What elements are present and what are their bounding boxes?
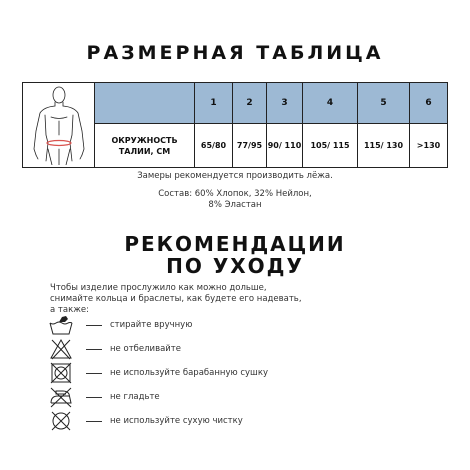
waist-row-label [95,124,195,168]
care-item-text: стирайте вручную [110,320,193,330]
waist-value-1: 65/80 [195,124,233,168]
do-not-tumble-dry-icon [48,362,74,384]
row-label-line1: ОКРУЖНОСТЬ [111,135,178,145]
care-title-line-2: ПО УХОДУ [166,254,304,278]
size-header-5: 5 [358,83,410,124]
care-dash [86,421,102,422]
waist-value-4: 105/ 115 [303,124,358,168]
size-chart-title: РАЗМЕРНАЯ ТАБЛИЦА [86,42,384,64]
waist-value-3: 90/ 110 [267,124,303,168]
waist-value-6: >130 [410,124,448,168]
do-not-dry-clean-icon [48,410,74,432]
care-item-text: не используйте барабанную сушку [110,368,268,378]
care-item-text: не гладьте [110,392,160,402]
size-header-3: 3 [267,83,303,124]
care-dash [86,349,102,350]
size-header-4: 4 [303,83,358,124]
waist-value-2: 77/95 [233,124,267,168]
care-dash [86,325,102,326]
do-not-iron-icon [48,386,74,408]
care-item-no-bleach [48,338,181,360]
composition-line-2: 8% Эластан [208,200,262,210]
care-item-no-tumble-dry [48,362,268,384]
size-table [22,82,448,168]
care-intro-line-2: снимайте кольца и браслеты, как будете его надевать, [50,294,302,304]
care-intro-line-3: а также: [50,305,89,315]
care-item-no-dry-clean [48,410,243,432]
care-title-line-1: РЕКОМЕНДАЦИИ [124,232,346,256]
body-silhouette-icon [24,83,94,165]
care-dash [86,373,102,374]
row-label-line2: ТАЛИИ, СМ [118,146,171,156]
size-header-6: 6 [410,83,448,124]
size-header-row [23,83,448,124]
care-item-no-iron [48,386,160,408]
care-item-text: не отбеливайте [110,344,181,354]
waist-value-5: 115/ 130 [358,124,410,168]
hand-wash-icon [48,314,74,336]
composition-line-1: Состав: 60% Хлопок, 32% Нейлон, [158,189,312,199]
measure-note: Замеры рекомендуется производить лёжа. [137,171,333,181]
size-header-1: 1 [195,83,233,124]
header-blank-cell [95,83,195,124]
size-header-2: 2 [233,83,267,124]
body-figure-cell [23,83,95,168]
care-dash [86,397,102,398]
care-item-hand-wash [48,314,192,336]
do-not-bleach-icon [48,338,74,360]
care-item-text: не используйте сухую чистку [110,416,243,426]
care-intro-line-1: Чтобы изделие прослужило как можно дольше, [50,283,267,293]
